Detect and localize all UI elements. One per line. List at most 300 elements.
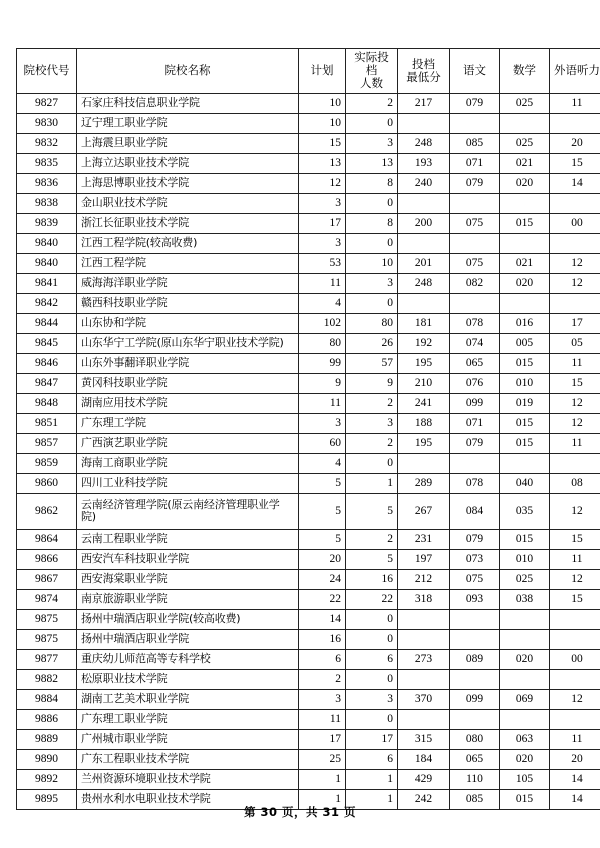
cell-institution-name: 云南工程职业学院 <box>77 529 299 549</box>
cell-math-score: 063 <box>500 729 550 749</box>
cell-plan: 3 <box>299 413 346 433</box>
cell-chinese-score: 099 <box>450 393 500 413</box>
cell-min-score: 212 <box>398 569 450 589</box>
cell-institution-code: 9827 <box>17 93 77 113</box>
table-row <box>17 433 600 453</box>
cell-institution-code: 9874 <box>17 589 77 609</box>
cell-foreign-listening: 11 <box>550 549 600 569</box>
cell-foreign-listening <box>550 609 600 629</box>
cell-institution-name: 西安汽车科技职业学院 <box>77 549 299 569</box>
cell-actual-count: 0 <box>346 709 398 729</box>
cell-math-score: 020 <box>500 749 550 769</box>
cell-math-score <box>500 193 550 213</box>
cell-foreign-listening: 11 <box>550 93 600 113</box>
cell-foreign-listening: 11 <box>550 729 600 749</box>
cell-plan: 1 <box>299 769 346 789</box>
cell-math-score: 020 <box>500 273 550 293</box>
cell-actual-count: 3 <box>346 413 398 433</box>
cell-min-score: 192 <box>398 333 450 353</box>
cell-math-score: 021 <box>500 253 550 273</box>
cell-institution-code: 9836 <box>17 173 77 193</box>
cell-chinese-score: 089 <box>450 649 500 669</box>
cell-institution-name: 松原职业技术学院 <box>77 669 299 689</box>
cell-min-score: 195 <box>398 433 450 453</box>
cell-foreign-listening: 00 <box>550 213 600 233</box>
cell-institution-name: 上海震旦职业学院 <box>77 133 299 153</box>
cell-plan: 4 <box>299 293 346 313</box>
cell-plan: 102 <box>299 313 346 333</box>
cell-institution-code: 9875 <box>17 609 77 629</box>
header-line: 院校名称 <box>164 63 211 78</box>
cell-actual-count: 3 <box>346 689 398 709</box>
cell-math-score: 025 <box>500 569 550 589</box>
cell-foreign-listening <box>550 113 600 133</box>
cell-institution-name: 海南工商职业学院 <box>77 453 299 473</box>
cell-chinese-score: 075 <box>450 213 500 233</box>
cell-plan: 9 <box>299 373 346 393</box>
cell-math-score: 010 <box>500 373 550 393</box>
cell-chinese-score: 084 <box>450 493 500 529</box>
cell-plan: 3 <box>299 193 346 213</box>
cell-plan: 15 <box>299 133 346 153</box>
table-row <box>17 629 600 649</box>
cell-math-score <box>500 293 550 313</box>
column-header-math <box>500 49 550 94</box>
cell-institution-code: 9832 <box>17 133 77 153</box>
cell-chinese-score: 075 <box>450 569 500 589</box>
cell-actual-count: 5 <box>346 549 398 569</box>
cell-actual-count: 0 <box>346 629 398 649</box>
cell-institution-code: 9886 <box>17 709 77 729</box>
cell-math-score: 015 <box>500 213 550 233</box>
table-row <box>17 749 600 769</box>
header-line: 语文 <box>463 63 486 78</box>
table-row <box>17 689 600 709</box>
cell-institution-code: 9875 <box>17 629 77 649</box>
cell-min-score: 201 <box>398 253 450 273</box>
cell-chinese-score <box>450 669 500 689</box>
cell-plan: 60 <box>299 433 346 453</box>
cell-chinese-score: 073 <box>450 549 500 569</box>
cell-plan: 3 <box>299 689 346 709</box>
cell-plan: 11 <box>299 273 346 293</box>
column-header-institution-name <box>77 49 299 94</box>
table-row <box>17 373 600 393</box>
cell-math-score <box>500 113 550 133</box>
cell-plan: 14 <box>299 609 346 629</box>
cell-min-score: 242 <box>398 789 450 809</box>
header-line: 院校代号 <box>23 63 70 78</box>
cell-institution-name: 扬州中瑞酒店职业学院(较高收费) <box>77 609 299 629</box>
cell-min-score: 188 <box>398 413 450 433</box>
cell-institution-code: 9866 <box>17 549 77 569</box>
cell-chinese-score: 074 <box>450 333 500 353</box>
column-header-institution-code <box>17 49 77 94</box>
cell-institution-name: 兰州资源环境职业技术学院 <box>77 769 299 789</box>
cell-min-score: 273 <box>398 649 450 669</box>
cell-chinese-score: 078 <box>450 313 500 333</box>
cell-institution-code: 9884 <box>17 689 77 709</box>
cell-min-score <box>398 233 450 253</box>
cell-foreign-listening: 05 <box>550 333 600 353</box>
cell-chinese-score <box>450 609 500 629</box>
cell-actual-count: 2 <box>346 529 398 549</box>
cell-plan: 53 <box>299 253 346 273</box>
cell-institution-name: 湖南工艺美术职业学院 <box>77 689 299 709</box>
header-line: 实际投档 <box>354 50 389 78</box>
cell-institution-name: 湖南应用技术学院 <box>77 393 299 413</box>
cell-chinese-score <box>450 193 500 213</box>
cell-institution-code: 9840 <box>17 253 77 273</box>
cell-plan: 16 <box>299 629 346 649</box>
cell-math-score: 015 <box>500 789 550 809</box>
cell-min-score: 184 <box>398 749 450 769</box>
cell-math-score <box>500 709 550 729</box>
cell-institution-code: 9877 <box>17 649 77 669</box>
column-header-foreign-listening <box>550 49 600 94</box>
cell-chinese-score <box>450 293 500 313</box>
cell-foreign-listening: 12 <box>550 569 600 589</box>
cell-institution-name: 西安海棠职业学院 <box>77 569 299 589</box>
cell-institution-code: 9895 <box>17 789 77 809</box>
cell-plan: 24 <box>299 569 346 589</box>
cell-institution-name: 金山职业技术学院 <box>77 193 299 213</box>
table-row <box>17 153 600 173</box>
cell-actual-count: 1 <box>346 789 398 809</box>
cell-institution-code: 9862 <box>17 493 77 529</box>
cell-actual-count: 22 <box>346 589 398 609</box>
cell-foreign-listening <box>550 193 600 213</box>
cell-plan: 13 <box>299 153 346 173</box>
cell-institution-name: 江西工程学院(较高收费) <box>77 233 299 253</box>
cell-math-score <box>500 669 550 689</box>
cell-foreign-listening: 15 <box>550 153 600 173</box>
cell-foreign-listening: 14 <box>550 789 600 809</box>
cell-institution-code: 9859 <box>17 453 77 473</box>
cell-institution-name: 上海立达职业技术学院 <box>77 153 299 173</box>
cell-plan: 99 <box>299 353 346 373</box>
cell-math-score: 015 <box>500 413 550 433</box>
table-body <box>17 93 600 809</box>
table-row <box>17 333 600 353</box>
cell-math-score: 038 <box>500 589 550 609</box>
header-line: 投档 <box>412 56 435 71</box>
cell-chinese-score: 110 <box>450 769 500 789</box>
cell-chinese-score: 085 <box>450 789 500 809</box>
cell-min-score: 241 <box>398 393 450 413</box>
table-row <box>17 529 600 549</box>
cell-actual-count: 80 <box>346 313 398 333</box>
cell-actual-count: 3 <box>346 133 398 153</box>
table-row <box>17 173 600 193</box>
cell-chinese-score: 085 <box>450 133 500 153</box>
cell-min-score: 231 <box>398 529 450 549</box>
cell-institution-name: 扬州中瑞酒店职业学院 <box>77 629 299 649</box>
cell-plan: 12 <box>299 173 346 193</box>
cell-institution-name: 辽宁理工职业学院 <box>77 113 299 133</box>
cell-foreign-listening <box>550 709 600 729</box>
header-line: 数学 <box>513 63 536 78</box>
cell-actual-count: 9 <box>346 373 398 393</box>
cell-institution-name: 威海海洋职业学院 <box>77 273 299 293</box>
cell-institution-code: 9835 <box>17 153 77 173</box>
cell-institution-code: 9842 <box>17 293 77 313</box>
cell-actual-count: 26 <box>346 333 398 353</box>
cell-foreign-listening: 12 <box>550 393 600 413</box>
cell-institution-code: 9844 <box>17 313 77 333</box>
cell-actual-count: 0 <box>346 193 398 213</box>
cell-foreign-listening: 12 <box>550 413 600 433</box>
cell-math-score: 015 <box>500 433 550 453</box>
cell-chinese-score: 079 <box>450 93 500 113</box>
table-row <box>17 729 600 749</box>
cell-institution-name: 山东华宁工学院(原山东华宁职业技术学院) <box>77 333 299 353</box>
header-line: 外语听力 <box>554 63 600 78</box>
cell-plan: 80 <box>299 333 346 353</box>
cell-institution-name: 广东工程职业技术学院 <box>77 749 299 769</box>
cell-min-score: 217 <box>398 93 450 113</box>
cell-min-score: 200 <box>398 213 450 233</box>
cell-actual-count: 6 <box>346 649 398 669</box>
table-row <box>17 393 600 413</box>
cell-foreign-listening: 08 <box>550 473 600 493</box>
cell-foreign-listening: 14 <box>550 173 600 193</box>
column-header-actual-count <box>346 49 398 94</box>
cell-min-score <box>398 113 450 133</box>
cell-institution-code: 9860 <box>17 473 77 493</box>
cell-chinese-score: 082 <box>450 273 500 293</box>
cell-min-score: 195 <box>398 353 450 373</box>
cell-institution-code: 9848 <box>17 393 77 413</box>
cell-institution-name: 云南经济管理学院(原云南经济管理职业学院) <box>77 493 299 529</box>
column-header-chinese <box>450 49 500 94</box>
cell-math-score: 035 <box>500 493 550 529</box>
cell-chinese-score: 080 <box>450 729 500 749</box>
table-header <box>17 49 600 94</box>
table-row <box>17 709 600 729</box>
cell-institution-name: 上海思博职业技术学院 <box>77 173 299 193</box>
cell-math-score: 015 <box>500 353 550 373</box>
cell-institution-code: 9882 <box>17 669 77 689</box>
cell-foreign-listening: 12 <box>550 253 600 273</box>
cell-math-score <box>500 453 550 473</box>
cell-min-score: 429 <box>398 769 450 789</box>
cell-math-score: 019 <box>500 393 550 413</box>
table-row <box>17 353 600 373</box>
cell-foreign-listening <box>550 453 600 473</box>
cell-actual-count: 1 <box>346 473 398 493</box>
table-row <box>17 649 600 669</box>
table-row <box>17 213 600 233</box>
cell-math-score: 040 <box>500 473 550 493</box>
cell-min-score: 193 <box>398 153 450 173</box>
table-row <box>17 193 600 213</box>
cell-foreign-listening <box>550 669 600 689</box>
cell-min-score <box>398 293 450 313</box>
table-row <box>17 453 600 473</box>
cell-foreign-listening: 20 <box>550 749 600 769</box>
cell-institution-code: 9889 <box>17 729 77 749</box>
cell-foreign-listening: 12 <box>550 689 600 709</box>
page-footer: 第 30 页，共 31 页 <box>243 805 357 819</box>
cell-plan: 17 <box>299 729 346 749</box>
cell-chinese-score: 065 <box>450 749 500 769</box>
cell-institution-name: 浙江长征职业技术学院 <box>77 213 299 233</box>
cell-chinese-score: 079 <box>450 529 500 549</box>
table-row <box>17 413 600 433</box>
cell-actual-count: 16 <box>346 569 398 589</box>
cell-foreign-listening: 11 <box>550 353 600 373</box>
cell-actual-count: 0 <box>346 453 398 473</box>
cell-actual-count: 0 <box>346 293 398 313</box>
cell-institution-name: 南京旅游职业学院 <box>77 589 299 609</box>
cell-actual-count: 57 <box>346 353 398 373</box>
cell-institution-code: 9840 <box>17 233 77 253</box>
cell-institution-name: 四川工业科技学院 <box>77 473 299 493</box>
cell-foreign-listening <box>550 629 600 649</box>
cell-min-score: 370 <box>398 689 450 709</box>
cell-math-score: 105 <box>500 769 550 789</box>
cell-institution-name: 广西演艺职业学院 <box>77 433 299 453</box>
cell-foreign-listening: 14 <box>550 769 600 789</box>
cell-institution-code: 9867 <box>17 569 77 589</box>
cell-chinese-score <box>450 233 500 253</box>
cell-math-score: 010 <box>500 549 550 569</box>
cell-plan: 4 <box>299 453 346 473</box>
cell-actual-count: 2 <box>346 93 398 113</box>
cell-actual-count: 1 <box>346 769 398 789</box>
table-header-row <box>17 49 600 94</box>
cell-foreign-listening: 15 <box>550 373 600 393</box>
header-line: 人数 <box>360 76 383 91</box>
cell-institution-code: 9839 <box>17 213 77 233</box>
cell-min-score: 267 <box>398 493 450 529</box>
cell-foreign-listening: 00 <box>550 649 600 669</box>
cell-chinese-score: 078 <box>450 473 500 493</box>
cell-plan: 6 <box>299 649 346 669</box>
cell-chinese-score: 075 <box>450 253 500 273</box>
cell-plan: 5 <box>299 493 346 529</box>
cell-foreign-listening: 12 <box>550 493 600 529</box>
cell-foreign-listening: 20 <box>550 133 600 153</box>
column-header-plan <box>299 49 346 94</box>
cell-institution-name: 黄冈科技职业学院 <box>77 373 299 393</box>
cell-chinese-score: 079 <box>450 433 500 453</box>
cell-plan: 1 <box>299 789 346 809</box>
cell-min-score <box>398 193 450 213</box>
cell-min-score: 181 <box>398 313 450 333</box>
cell-institution-code: 9851 <box>17 413 77 433</box>
cell-min-score <box>398 669 450 689</box>
cell-math-score: 020 <box>500 649 550 669</box>
cell-institution-name: 山东协和学院 <box>77 313 299 333</box>
cell-min-score: 240 <box>398 173 450 193</box>
header-line: 最低分 <box>406 69 441 84</box>
cell-plan: 2 <box>299 669 346 689</box>
cell-foreign-listening: 12 <box>550 273 600 293</box>
cell-institution-code: 9890 <box>17 749 77 769</box>
cell-actual-count: 8 <box>346 173 398 193</box>
admission-scores-table <box>16 48 600 810</box>
cell-chinese-score <box>450 453 500 473</box>
cell-math-score: 025 <box>500 133 550 153</box>
cell-math-score: 015 <box>500 529 550 549</box>
cell-institution-name: 贵州水利水电职业技术学院 <box>77 789 299 809</box>
cell-plan: 22 <box>299 589 346 609</box>
table-row <box>17 609 600 629</box>
cell-institution-code: 9857 <box>17 433 77 453</box>
cell-chinese-score: 071 <box>450 413 500 433</box>
cell-plan: 11 <box>299 709 346 729</box>
cell-chinese-score <box>450 709 500 729</box>
table-row <box>17 233 600 253</box>
table-row <box>17 549 600 569</box>
cell-foreign-listening: 11 <box>550 433 600 453</box>
cell-chinese-score <box>450 629 500 649</box>
cell-actual-count: 3 <box>346 273 398 293</box>
table-row <box>17 669 600 689</box>
cell-min-score: 289 <box>398 473 450 493</box>
cell-math-score: 021 <box>500 153 550 173</box>
cell-institution-name: 石家庄科技信息职业学院 <box>77 93 299 113</box>
cell-min-score <box>398 709 450 729</box>
cell-institution-name: 重庆幼儿师范高等专科学校 <box>77 649 299 669</box>
cell-actual-count: 2 <box>346 393 398 413</box>
table-row <box>17 133 600 153</box>
cell-institution-code: 9847 <box>17 373 77 393</box>
table-row <box>17 473 600 493</box>
cell-min-score: 197 <box>398 549 450 569</box>
cell-actual-count: 0 <box>346 669 398 689</box>
cell-chinese-score <box>450 113 500 133</box>
cell-min-score: 315 <box>398 729 450 749</box>
cell-institution-name: 广东理工学院 <box>77 413 299 433</box>
cell-actual-count: 8 <box>346 213 398 233</box>
cell-institution-code: 9892 <box>17 769 77 789</box>
cell-chinese-score: 099 <box>450 689 500 709</box>
cell-institution-code: 9830 <box>17 113 77 133</box>
cell-min-score <box>398 609 450 629</box>
cell-plan: 10 <box>299 93 346 113</box>
cell-math-score: 069 <box>500 689 550 709</box>
cell-min-score: 318 <box>398 589 450 609</box>
table-row <box>17 93 600 113</box>
cell-institution-code: 9841 <box>17 273 77 293</box>
cell-foreign-listening: 15 <box>550 589 600 609</box>
cell-chinese-score: 093 <box>450 589 500 609</box>
table-row <box>17 113 600 133</box>
cell-institution-name: 山东外事翻译职业学院 <box>77 353 299 373</box>
table-row <box>17 589 600 609</box>
column-header-min-score <box>398 49 450 94</box>
cell-plan: 5 <box>299 529 346 549</box>
table-row <box>17 273 600 293</box>
cell-actual-count: 0 <box>346 113 398 133</box>
cell-institution-code: 9864 <box>17 529 77 549</box>
cell-min-score <box>398 629 450 649</box>
cell-plan: 10 <box>299 113 346 133</box>
cell-min-score: 210 <box>398 373 450 393</box>
cell-math-score <box>500 609 550 629</box>
cell-plan: 17 <box>299 213 346 233</box>
cell-foreign-listening: 15 <box>550 529 600 549</box>
cell-institution-code: 9845 <box>17 333 77 353</box>
table-row <box>17 569 600 589</box>
cell-math-score: 016 <box>500 313 550 333</box>
table-row <box>17 313 600 333</box>
cell-actual-count: 10 <box>346 253 398 273</box>
cell-plan: 5 <box>299 473 346 493</box>
